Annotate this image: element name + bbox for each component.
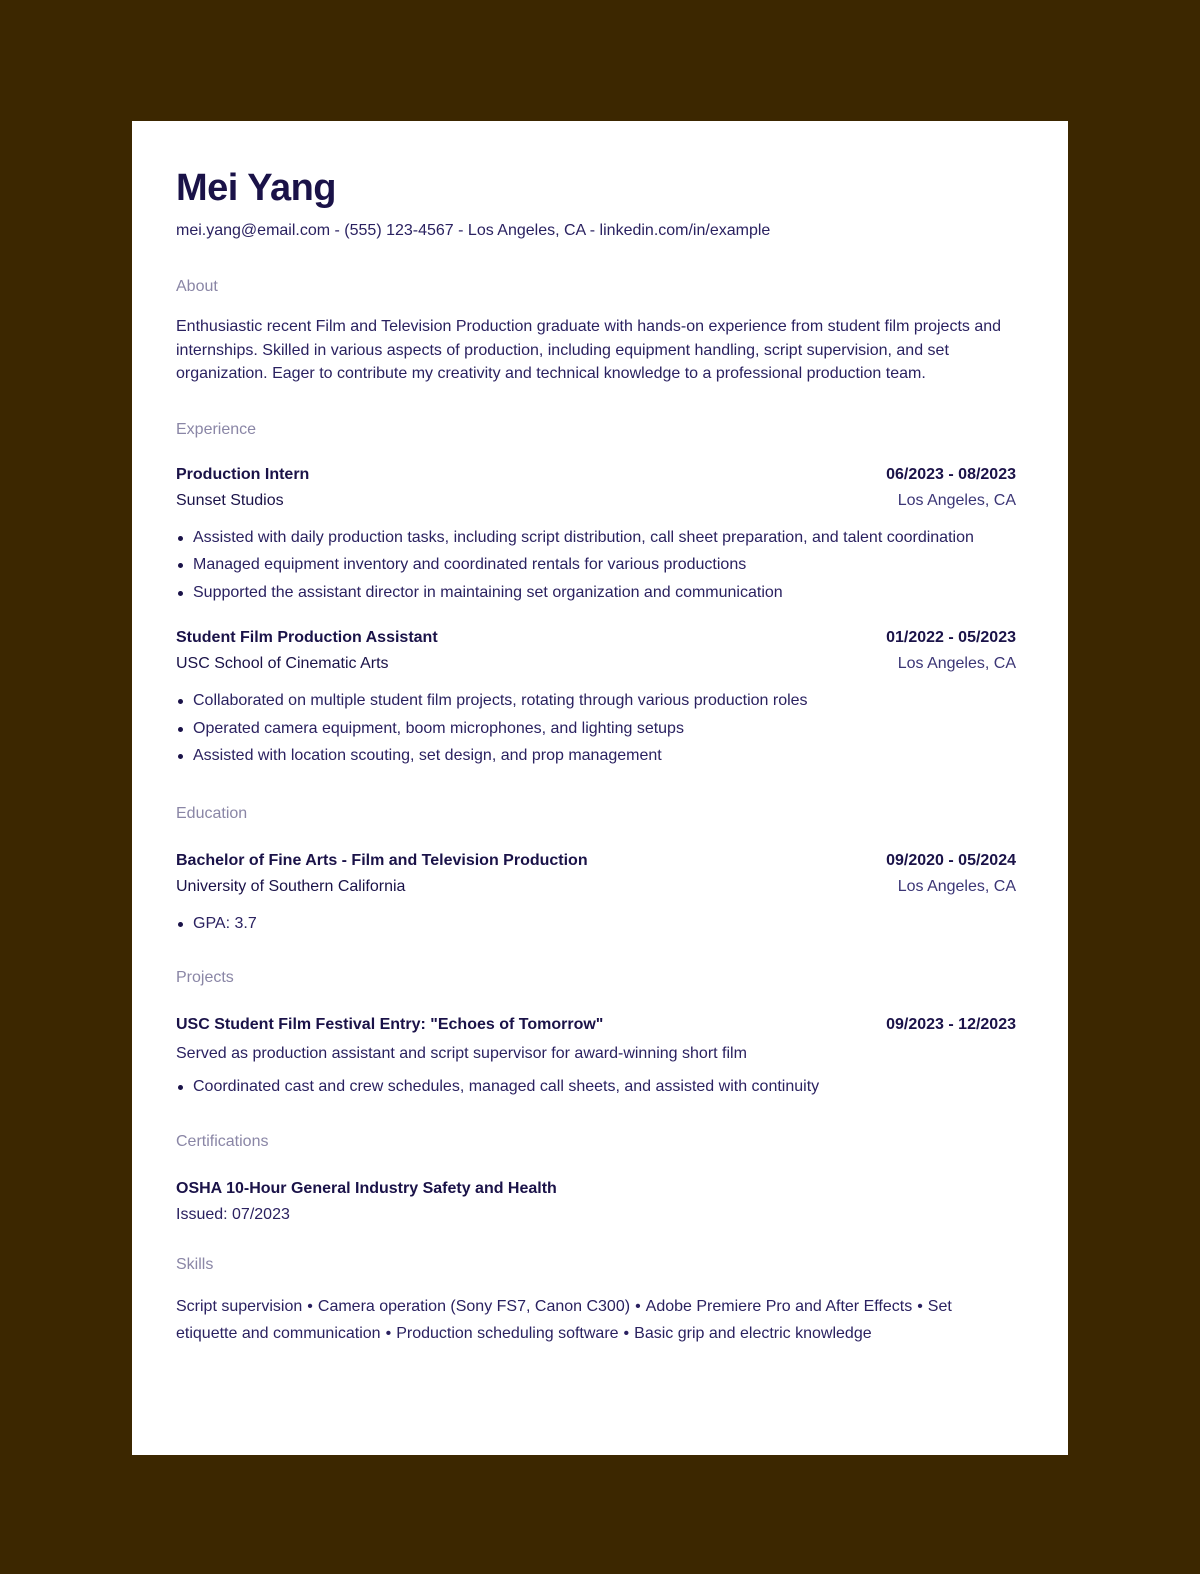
job-title: Production Intern bbox=[176, 465, 310, 483]
job-dates: 01/2022 - 05/2023 bbox=[886, 629, 1016, 646]
bullet-item: Operated camera equipment, boom microphones, and lighting setups bbox=[176, 715, 1016, 743]
entry-sub-row bbox=[176, 651, 1016, 677]
job-dates: 06/2023 - 08/2023 bbox=[886, 465, 1016, 483]
skill-separator: • bbox=[385, 1324, 392, 1342]
bullet-item: GPA: 3.7 bbox=[176, 910, 1016, 938]
skill-separator: • bbox=[917, 1297, 923, 1315]
company-name: Sunset Studios bbox=[176, 491, 284, 509]
entry-header-row bbox=[176, 462, 1016, 488]
entry-sub-row bbox=[176, 874, 1016, 900]
skill-item: Camera operation (Sony FS7, Canon C300) bbox=[317, 1297, 631, 1315]
education-dates: 09/2020 - 05/2024 bbox=[886, 851, 1016, 869]
company-name: USC School of Cinematic Arts bbox=[176, 655, 389, 672]
bullet-item: Supported the assistant director in maintaining set organization and communication bbox=[176, 579, 1016, 607]
skill-separator: • bbox=[307, 1297, 313, 1315]
job-location: Los Angeles, CA bbox=[897, 655, 1016, 672]
skill-separator: • bbox=[635, 1297, 641, 1315]
project-entry bbox=[176, 1012, 1016, 1101]
project-bullets bbox=[176, 1073, 1016, 1101]
school-location: Los Angeles, CA bbox=[897, 877, 1016, 895]
entry-header-row bbox=[176, 1012, 1016, 1038]
section-title-education: Education bbox=[176, 804, 248, 822]
contact-line: mei.yang@email.com - (555) 123-4567 - Los Angeles, CA - linkedin.com/in/example bbox=[176, 222, 771, 239]
candidate-name: Mei Yang bbox=[176, 167, 337, 209]
job-bullets bbox=[176, 524, 1016, 607]
project-description: Served as production assistant and script supervisor for award-winning short film bbox=[176, 1045, 747, 1062]
skill-item: Set etiquette and communication bbox=[176, 1297, 952, 1342]
skill-item: Production scheduling software bbox=[396, 1324, 619, 1342]
section-title-about: About bbox=[176, 278, 218, 295]
job-bullets bbox=[176, 687, 1016, 770]
education-entry bbox=[176, 848, 1016, 938]
bullet-item: Assisted with location scouting, set design, and prop management bbox=[176, 742, 1016, 770]
skill-item: Script supervision bbox=[176, 1297, 303, 1315]
entry-header-row bbox=[176, 1176, 1016, 1202]
resume-page bbox=[132, 121, 1068, 1455]
section-title-projects: Projects bbox=[176, 969, 234, 986]
job-title: Student Film Production Assistant bbox=[176, 629, 438, 646]
experience-entry bbox=[176, 625, 1016, 770]
job-location: Los Angeles, CA bbox=[897, 491, 1016, 509]
section-title-experience: Experience bbox=[176, 420, 257, 438]
section-title-skills: Skills bbox=[176, 1255, 214, 1273]
experience-entry bbox=[176, 462, 1016, 607]
education-bullets bbox=[176, 910, 1016, 938]
entry-sub-row bbox=[176, 488, 1016, 514]
certification-name: OSHA 10-Hour General Industry Safety and Health bbox=[176, 1179, 557, 1197]
skills-list bbox=[176, 1293, 1016, 1347]
project-dates: 09/2023 - 12/2023 bbox=[886, 1016, 1016, 1033]
bullet-item: Managed equipment inventory and coordinated rentals for various productions bbox=[176, 551, 1016, 579]
entry-header-row bbox=[176, 625, 1016, 651]
bullet-item: Assisted with daily production tasks, including script distribution, call sheet preparation, and talent coordination bbox=[176, 524, 1016, 552]
school-name: University of Southern California bbox=[176, 877, 406, 895]
certification-entry bbox=[176, 1176, 1016, 1228]
certification-issued: Issued: 07/2023 bbox=[176, 1205, 290, 1223]
project-name: USC Student Film Festival Entry: "Echoes of Tomorrow" bbox=[176, 1016, 604, 1033]
entry-header-row bbox=[176, 848, 1016, 874]
degree-title: Bachelor of Fine Arts - Film and Television Production bbox=[176, 851, 588, 869]
skill-separator: • bbox=[623, 1324, 630, 1342]
section-title-certifications: Certifications bbox=[176, 1132, 269, 1150]
skill-item: Basic grip and electric knowledge bbox=[634, 1324, 872, 1342]
skill-item: Adobe Premiere Pro and After Effects bbox=[645, 1297, 913, 1315]
bullet-item: Collaborated on multiple student film projects, rotating through various production roles bbox=[176, 687, 1016, 715]
about-text: Enthusiastic recent Film and Television Production graduate with hands-on experience from student film projects and internships. Skilled in various aspects of production, including equipment handling, script supervision, and set organization. Eager to contribute my creativity and technical knowledge to a professional production team. bbox=[176, 318, 1002, 382]
bullet-item: Coordinated cast and crew schedules, managed call sheets, and assisted with continuity bbox=[176, 1073, 1016, 1101]
